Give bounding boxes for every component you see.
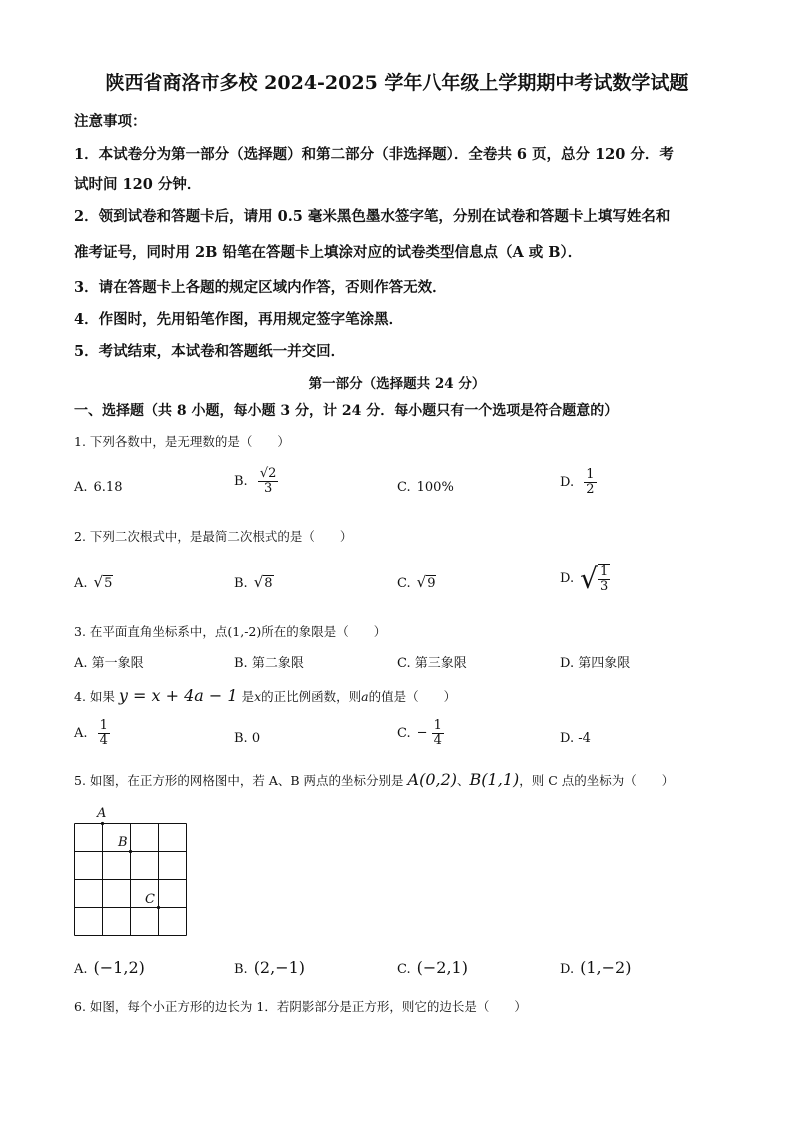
notice-item-3: 3．请在答题卡上各题的规定区域内作答，否则作答无效． — [74, 279, 447, 296]
question-3-stem: 3. 在平面直角坐标系中，点(1,-2)所在的象限是（ ） — [74, 624, 387, 639]
question-4-option-c: C. − $\frac{1}{4}$ — [397, 718, 442, 748]
notice-item-1a: 1．本试卷分为第一部分（选择题）和第二部分（非选择题）．全卷共 6 页，总分 120 分．考 — [74, 146, 674, 163]
question-1-option-c: C. 100% — [397, 480, 454, 495]
notice-item-1b: 试时间 120 分钟． — [74, 176, 202, 193]
question-1-option-d: D. $\frac{1}{2}$ — [560, 467, 595, 497]
question-5-stem: 5. 如图，在正方形的网格图中，若 A、B 两点的坐标分别是 A(0,2)、B(1,1)，则 C 点的坐标为（ ） — [74, 770, 675, 789]
grid-label-c: C — [145, 892, 155, 907]
question-4-option-b: B. 0 — [234, 731, 261, 746]
page-title: 陕西省商洛市多校 2024-2025 学年八年级上学期期中考试数学试题 — [105, 72, 689, 94]
point-a-coordinate: A(0,2) — [407, 770, 458, 789]
question-3-option-a: A. 第一象限 — [74, 656, 144, 671]
question-6-stem: 6. 如图，每个小正方形的边长为 1．若阴影部分是正方形，则它的边长是（ ） — [74, 999, 527, 1014]
notice-item-4: 4．作图时，先用铅笔作图，再用规定签字笔涂黑． — [74, 311, 404, 328]
question-4-option-a: A. $\frac{1}{4}$ — [74, 718, 108, 748]
question-4-option-d: D. -4 — [560, 731, 591, 746]
part1-heading: 第一部分（选择题共 24 分） — [308, 376, 486, 392]
question-2-option-b: B. √8 — [234, 573, 273, 591]
notice-heading: 注意事项： — [74, 113, 147, 130]
question-3-option-b: B. 第二象限 — [234, 656, 304, 671]
grid-label-a: A — [97, 806, 107, 821]
point-b-coordinate: B(1,1) — [469, 770, 520, 789]
grid-label-b: B — [118, 835, 128, 850]
question-1-option-a: A. 6.18 — [74, 480, 123, 495]
grid-svg — [74, 808, 214, 938]
question-3-option-c: C. 第三象限 — [397, 656, 467, 671]
point-b-dot — [129, 850, 132, 853]
question-4-equation: y = x + 4a − 1 — [118, 686, 238, 705]
notice-item-2a: 2．领到试卷和答题卡后，请用 0.5 毫米黑色墨水签字笔，分别在试卷和答题卡上填写姓名和 — [74, 208, 671, 225]
question-2-stem: 2. 下列二次根式中，是最简二次根式的是（ ） — [74, 529, 353, 544]
question-5-option-c: C. (−2,1) — [397, 958, 468, 977]
notice-item-2b: 准考证号，同时用 2B 铅笔在答题卡上填涂对应的试卷类型信息点（A 或 B）． — [74, 244, 583, 261]
question-2-option-d: D. √ $\frac{1}{3}$ — [560, 562, 609, 595]
section-heading: 一、选择题（共 8 小题，每小题 3 分，计 24 分．每小题只有一个选项是符合题意的） — [74, 403, 619, 419]
point-a-dot — [101, 822, 104, 825]
question-1-option-b: B. $\frac{√2}{3}$ — [234, 466, 277, 496]
question-2-option-c: C. √9 — [397, 573, 436, 591]
question-5-option-a: A. (−1,2) — [74, 958, 145, 977]
notice-item-5: 5．考试结束，本试卷和答题纸一并交回． — [74, 343, 346, 360]
point-c-dot — [157, 906, 160, 909]
grid-figure — [74, 808, 214, 938]
question-1-stem: 1. 下列各数中，是无理数的是（ ） — [74, 434, 290, 449]
question-5-option-d: D. (1,−2) — [560, 958, 632, 977]
question-2-option-a: A. √5 — [74, 573, 113, 591]
question-5-option-b: B. (2,−1) — [234, 958, 306, 977]
question-3-option-d: D. 第四象限 — [560, 656, 631, 671]
question-4-stem: 4. 如果 y = x + 4a − 1 是x的正比例函数，则a的值是（ ） — [74, 686, 457, 705]
